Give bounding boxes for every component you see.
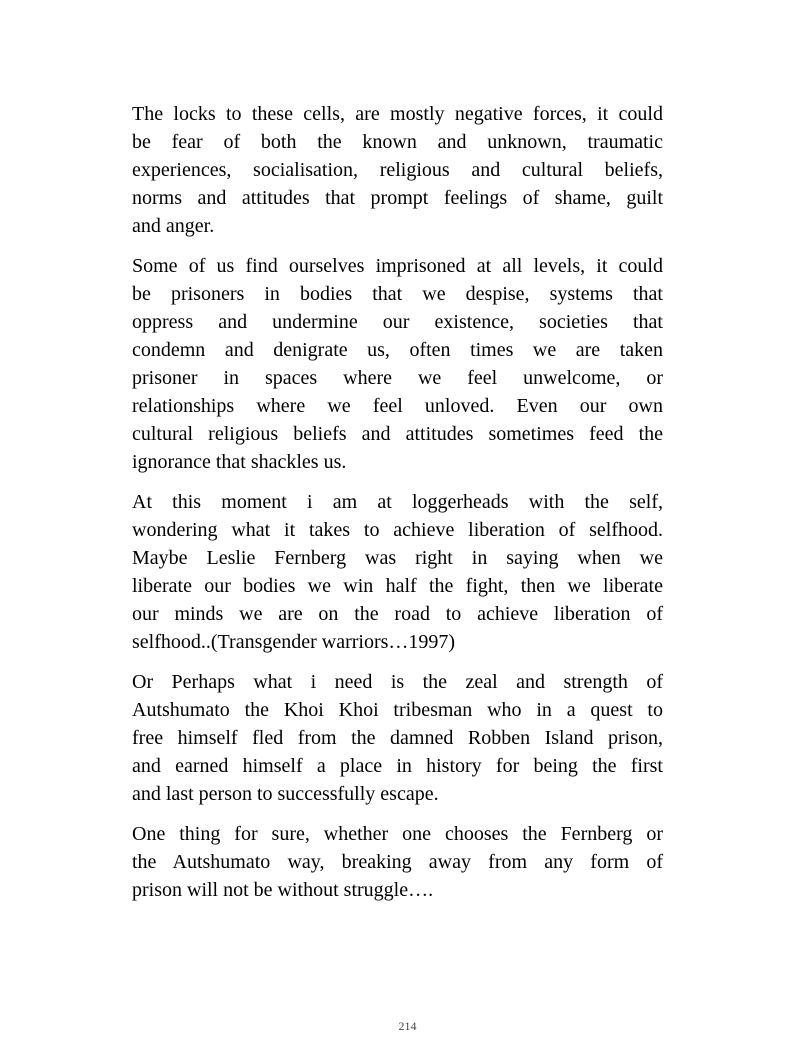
text-line: Autshumato the Khoi Khoi tribesman who in a quest to (132, 699, 663, 721)
text-line: ignorance that shackles us. (132, 451, 347, 473)
text-line: cultural religious beliefs and attitudes sometimes feed the (132, 423, 663, 445)
paragraph (132, 100, 663, 240)
text-line: free himself fled from the damned Robben Island prison, (132, 727, 663, 749)
text-line: liberate our bodies we win half the fight, then we liberate (132, 575, 663, 597)
text-line: At this moment i am at loggerheads with the self, (132, 491, 663, 513)
text-line: the Autshumato way, breaking away from any form of (132, 851, 663, 873)
page-number: 214 (398, 1019, 417, 1033)
text-line: selfhood..(Transgender warriors…1997) (132, 631, 456, 653)
text-line: and anger. (132, 215, 215, 237)
text-line: condemn and denigrate us, often times we are taken (132, 339, 663, 361)
paragraph (132, 668, 663, 808)
paragraph (132, 820, 663, 904)
text-line: Maybe Leslie Fernberg was right in saying when we (132, 547, 663, 569)
text-line: Or Perhaps what i need is the zeal and strength of (132, 671, 663, 693)
text-line: One thing for sure, whether one chooses the Fernberg or (132, 823, 663, 845)
text-line: prisoner in spaces where we feel unwelcome, or (132, 367, 663, 389)
text-line: our minds we are on the road to achieve liberation of (132, 603, 663, 625)
text-line: relationships where we feel unloved. Even our own (132, 395, 663, 417)
text-line: experiences, socialisation, religious and cultural beliefs, (132, 159, 663, 181)
text-line: prison will not be without struggle…. (132, 879, 434, 901)
text-line: The locks to these cells, are mostly negative forces, it could (132, 103, 663, 125)
text-line: and last person to successfully escape. (132, 783, 439, 805)
text-line: be fear of both the known and unknown, traumatic (132, 131, 663, 153)
text-line: wondering what it takes to achieve liberation of selfhood. (132, 519, 663, 541)
text-line: and earned himself a place in history for being the first (132, 755, 663, 777)
text-line: norms and attitudes that prompt feelings of shame, guilt (132, 187, 663, 209)
paragraph (132, 252, 663, 476)
paragraph (132, 488, 663, 656)
document-body (132, 100, 663, 916)
text-line: oppress and undermine our existence, societies that (132, 311, 663, 333)
text-line: be prisoners in bodies that we despise, systems that (132, 283, 663, 305)
text-line: Some of us find ourselves imprisoned at all levels, it could (132, 255, 663, 277)
